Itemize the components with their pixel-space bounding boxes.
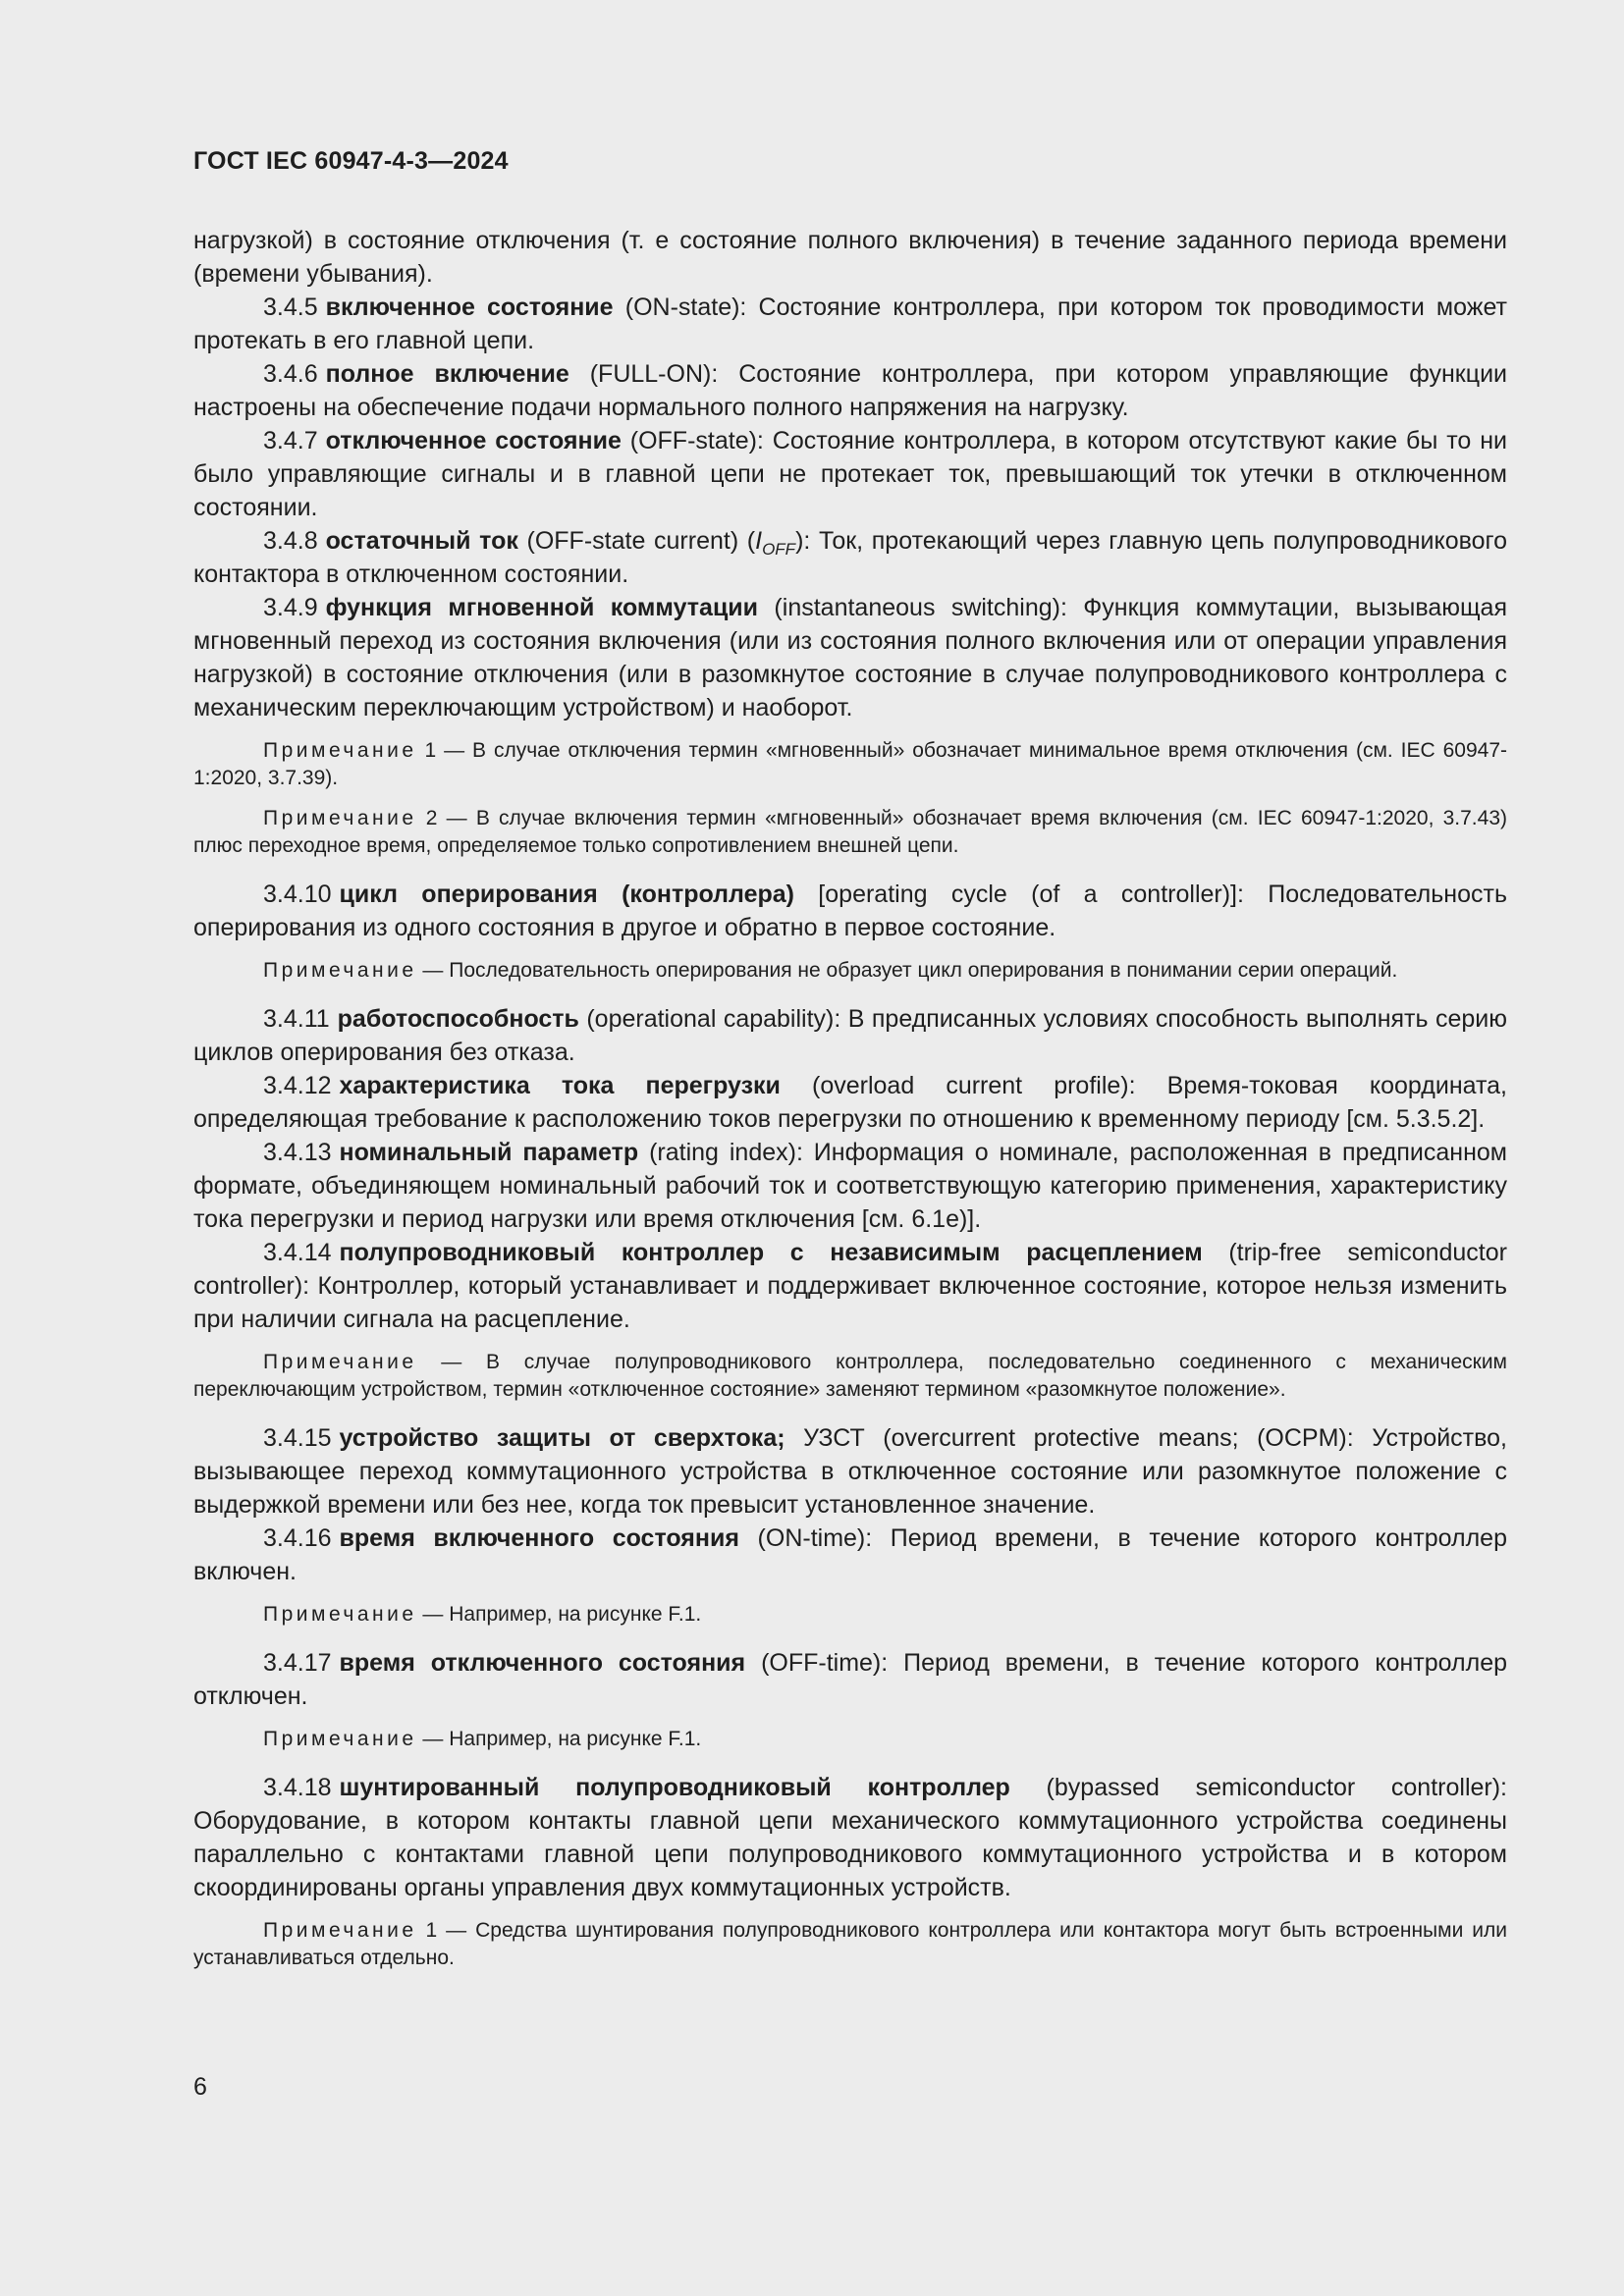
term-definition: (operational capability): В предписанных условиях способность выполнять серию циклов оперирования без отказа. <box>193 1005 1507 1066</box>
term-title: остаточный ток <box>325 527 518 555</box>
term-3-4-16 <box>193 1522 1507 1588</box>
note-text: 1 — Средства шунтирования полупроводникового контроллера или контактора могут быть встроенными или устанавливаться отдельно. <box>193 1919 1507 1969</box>
term-definition-a: (OFF-state current) ( <box>517 527 756 555</box>
term-definition: (instantaneous switching): Функция коммутации, вызывающая мгновенный переход из состояния включения (или из состояния полного включения или от операции управления нагрузкой) в состояние отключения (или в разомкнутое состояние в случае полупроводникового контроллера с механическим переключающим устройством) и наоборот. <box>193 594 1507 721</box>
term-3-4-14 <box>193 1236 1507 1336</box>
note-3-4-16 <box>193 1601 1507 1629</box>
term-number: 3.4.15 <box>263 1424 332 1452</box>
term-definition: (OFF-state): Состояние контроллера, в котором отсутствуют какие бы то ни было управляющие сигналы и в главной цепи не протекает ток, превышающий ток утечки в отключенном состоянии. <box>193 427 1507 521</box>
term-definition-b: ): Ток, протекающий через главную цепь полупроводникового контактора в отключенном состоянии. <box>193 527 1507 588</box>
note-3-4-9-2 <box>193 805 1507 860</box>
term-number: 3.4.14 <box>263 1239 332 1266</box>
term-title: полное включение <box>325 360 569 388</box>
term-3-4-17 <box>193 1646 1507 1713</box>
document-header: ГОСТ IEC 60947-4-3—2024 <box>193 147 509 175</box>
symbol-subscript: OFF <box>762 540 796 559</box>
term-3-4-11 <box>193 1002 1507 1069</box>
note-text: — Последовательность оперирования не образует цикл оперирования в понимании серии операций. <box>416 959 1398 982</box>
term-title: время включенного состояния <box>339 1524 739 1552</box>
note-text: — Например, на рисунке F.1. <box>416 1603 702 1626</box>
term-number: 3.4.9 <box>263 594 318 621</box>
term-definition: (overload current profile): Время-токовая координата, определяющая требование к расположению токов перегрузки по отношению к временному периоду [см. 5.3.5.2]. <box>193 1072 1507 1133</box>
term-title: шунтированный полупроводниковый контроллер <box>339 1774 1010 1801</box>
note-3-4-14 <box>193 1349 1507 1404</box>
page-number: 6 <box>193 2073 207 2101</box>
term-number: 3.4.11 <box>263 1005 330 1033</box>
term-title: номинальный параметр <box>339 1139 639 1166</box>
note-label: Примечание <box>263 739 417 762</box>
term-3-4-7 <box>193 424 1507 524</box>
note-text: — Например, на рисунке F.1. <box>416 1728 702 1750</box>
symbol: I <box>755 527 763 555</box>
note-3-4-17 <box>193 1726 1507 1753</box>
term-definition: (ON-state): Состояние контроллера, при котором ток проводимости может протекать в его главной цепи. <box>193 294 1507 354</box>
term-title: включенное состояние <box>325 294 614 321</box>
term-3-4-12 <box>193 1069 1507 1136</box>
note-3-4-10 <box>193 957 1507 985</box>
term-definition: (OFF-time): Период времени, в течение которого контроллер отключен. <box>193 1649 1507 1710</box>
term-title: цикл оперирования (контроллера) <box>339 881 794 908</box>
term-number: 3.4.16 <box>263 1524 332 1552</box>
continuation-paragraph: нагрузкой) в состояние отключения (т. е состояние полного включения) в течение заданного периода времени (времени убывания). <box>193 227 1507 288</box>
term-number: 3.4.17 <box>263 1649 332 1677</box>
term-definition: (bypassed semiconductor controller): Оборудование, в котором контакты главной цепи механического коммутационного устройства соединены параллельно с контактами главной цепи полупроводникового коммутационного устройства и в котором скоординированы органы управления двух коммутационных устройств. <box>193 1774 1507 1901</box>
note-label: Примечание <box>263 1919 417 1942</box>
term-definition: (ON-time): Период времени, в течение которого контроллер включен. <box>193 1524 1507 1585</box>
term-3-4-10 <box>193 878 1507 944</box>
note-label: Примечание <box>263 1351 417 1373</box>
term-number: 3.4.13 <box>263 1139 332 1166</box>
term-definition: (FULL-ON): Состояние контроллера, при котором управляющие функции настроены на обеспечение подачи нормального полного напряжения на нагрузку. <box>193 360 1507 421</box>
term-number: 3.4.12 <box>263 1072 332 1099</box>
term-3-4-9 <box>193 591 1507 724</box>
term-title: полупроводниковый контроллер с независимым расцеплением <box>339 1239 1203 1266</box>
term-definition: [operating cycle (of a controller)]: Последовательность оперирования из одного состояния в другое и обратно в первое состояние. <box>193 881 1507 941</box>
term-number: 3.4.7 <box>263 427 318 454</box>
note-label: Примечание <box>263 807 417 829</box>
term-title: характеристика тока перегрузки <box>339 1072 781 1099</box>
term-title: отключенное состояние <box>325 427 622 454</box>
term-definition: (rating index): Информация о номинале, расположенная в предписанном формате, объединяющем номинальный рабочий ток и соответствующую категорию применения, характеристику тока перегрузки и период нагрузки или время отключения [см. 6.1e)]. <box>193 1139 1507 1233</box>
term-title: время отключенного состояния <box>339 1649 746 1677</box>
term-number: 3.4.5 <box>263 294 318 321</box>
note-label: Примечание <box>263 959 417 982</box>
document-body <box>193 224 1507 1985</box>
note-text: — В случае полупроводникового контроллера, последовательно соединенного с механическим переключающим устройством, термин «отключенное состояние» заменяют термином «разомкнутое положение». <box>193 1351 1507 1401</box>
term-number: 3.4.8 <box>263 527 318 555</box>
term-title: функция мгновенной коммутации <box>325 594 759 621</box>
term-number: 3.4.10 <box>263 881 332 908</box>
note-3-4-9-1 <box>193 737 1507 792</box>
note-3-4-18-1 <box>193 1917 1507 1972</box>
term-title: устройство защиты от сверхтока; <box>339 1424 785 1452</box>
note-label: Примечание <box>263 1728 417 1750</box>
note-label: Примечание <box>263 1603 417 1626</box>
term-definition: УЗСТ (overcurrent protective means; (OCPM): Устройство, вызывающее переход коммутационного устройства в отключенное состояние или разомкнутое положение с выдержкой времени или без нее, когда ток превысит установленное значение. <box>193 1424 1507 1519</box>
term-3-4-6 <box>193 357 1507 424</box>
note-text: 1 — В случае отключения термин «мгновенный» обозначает минимальное время отключения (см. IEC 60947-1:2020, 3.7.39). <box>193 739 1507 789</box>
term-definition: (trip-free semiconductor controller): Контроллер, который устанавливает и поддерживает включенное состояние, которое нельзя изменить при наличии сигнала на расцепление. <box>193 1239 1507 1333</box>
note-text: 2 — В случае включения термин «мгновенный» обозначает время включения (см. IEC 60947-1:2020, 3.7.43) плюс переходное время, определяемое только сопротивлением внешней цепи. <box>193 807 1507 857</box>
term-3-4-13 <box>193 1136 1507 1236</box>
term-title: работоспособность <box>337 1005 579 1033</box>
term-3-4-8 <box>193 524 1507 591</box>
term-3-4-5 <box>193 291 1507 357</box>
term-number: 3.4.6 <box>263 360 318 388</box>
term-number: 3.4.18 <box>263 1774 332 1801</box>
term-3-4-15 <box>193 1421 1507 1522</box>
term-3-4-18 <box>193 1771 1507 1904</box>
